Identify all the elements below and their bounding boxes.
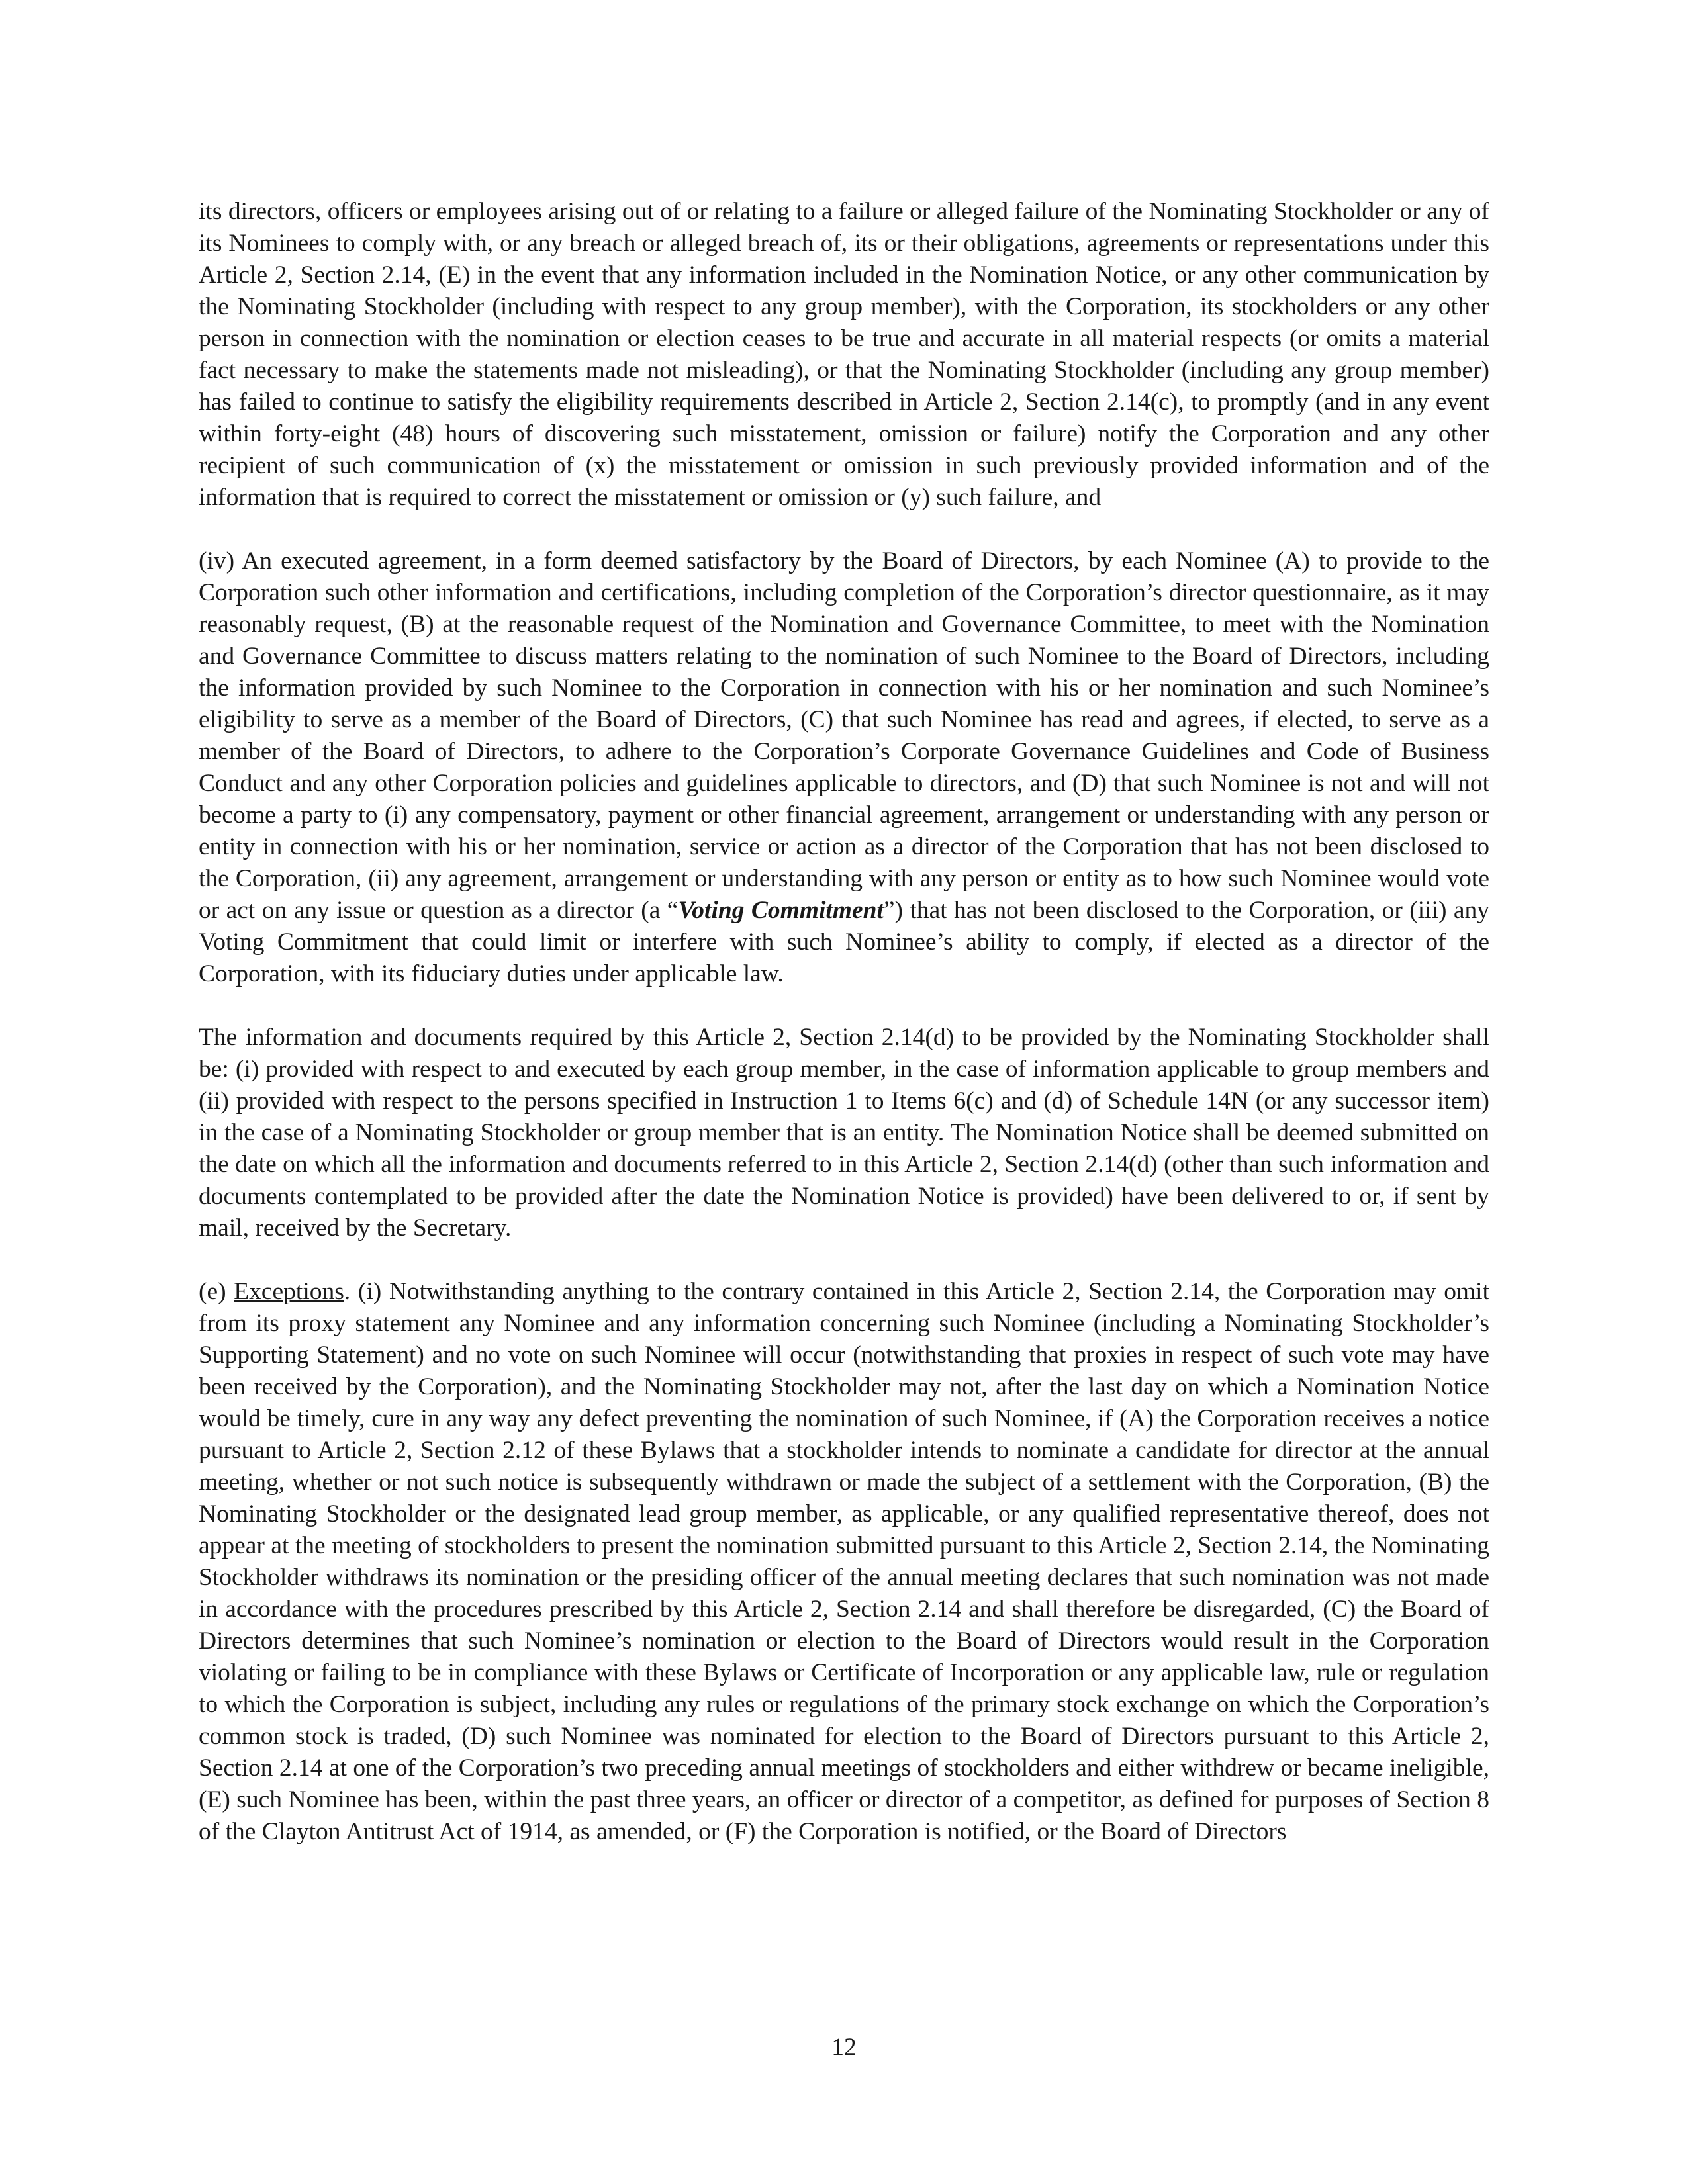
paragraph-2-text-start: (iv) An executed agreement, in a form deemed satisfactory by the Board of Directors, by each Nominee (A) to provide to the Corporation such other information and certifications, including completion of the Corporation’s director questionnaire, as it may reasonably request, (B) at the reasonable request of the Nomination and Governance Committee, to meet with the Nomination and Governance Committee to discuss matters relating to the nomination of such Nominee to the Board of Directors, including the information provided by such Nominee to the Corporation in connection with his or her nomination and such Nominee’s eligibility to serve as a member of the Board of Directors, (C) that such Nominee has read and agrees, if elected, to serve as a member of the Board of Directors, to adhere to the Corporation’s Corporate Governance Guidelines and Code of Business Conduct and any other Corporation policies and guidelines applicable to directors, and (D) that such Nominee is not and will not become a party to (i) any compensatory, payment or other financial agreement, arrangement or understanding with any person or entity in connection with his or her nomination, service or action as a director of the Corporation that has not been disclosed to the Corporation, (ii) any agreement, arrangement or understanding with any person or entity as to how such Nominee would vote or act on any issue or question as a director (a “ (199, 547, 1489, 924)
paragraph-1-text: its directors, officers or employees arising out of or relating to a failure or alleged failure of the Nominating Stockholder or any of its Nominees to comply with, or any breach or alleged breach of, its or their obligations, agreements or representations under this Article 2, Section 2.14, (E) in the event that any information included in the Nomination Notice, or any other communication by the Nominating Stockholder (including with respect to any group member), with the Corporation, its stockholders or any other person in connection with the nomination or election ceases to be true and accurate in all material respects (or omits a material fact necessary to make the statements made not misleading), or that the Nominating Stockholder (including any group member) has failed to continue to satisfy the eligibility requirements described in Article 2, Section 2.14(c), to promptly (and in any event within forty-eight (48) hours of discovering such misstatement, omission or failure) notify the Corporation and any other recipient of such communication of (x) the misstatement or omission in such previously provided information and of the information that is required to correct the misstatement or omission or (y) such failure, and (199, 198, 1489, 511)
paragraph-executed-agreement (199, 545, 1489, 990)
defined-term-voting-commitment: Voting Commitment (678, 897, 884, 924)
paragraph-4-text: . (i) Notwithstanding anything to the contrary contained in this Article 2, Section 2.14, the Corporation may omit from its proxy statement any Nominee and any information concerning such Nominee (including a Nominating Stockholder’s Supporting Statement) and no vote on such Nominee will occur (notwithstanding that proxies in respect of such vote may have been received by the Corporation), and the Nominating Stockholder may not, after the last day on which a Nomination Notice would be timely, cure in any way any defect preventing the nomination of such Nominee, if (A) the Corporation receives a notice pursuant to Article 2, Section 2.12 of these Bylaws that a stockholder intends to nominate a candidate for director at the annual meeting, whether or not such notice is subsequently withdrawn or made the subject of a settlement with the Corporation, (B) the Nominating Stockholder or the designated lead group member, as applicable, or any qualified representative thereof, does not appear at the meeting of stockholders to present the nomination submitted pursuant to this Article 2, Section 2.14, the Nominating Stockholder withdraws its nomination or the presiding officer of the annual meeting declares that such nomination was not made in accordance with the procedures prescribed by this Article 2, Section 2.14 and shall therefore be disregarded, (C) the Board of Directors determines that such Nominee’s nomination or election to the Board of Directors would result in the Corporation violating or failing to be in compliance with these Bylaws or Certificate of Incorporation or any applicable law, rule or regulation to which the Corporation is subject, including any rules or regulations of the primary stock exchange on which the Corporation’s common stock is traded, (D) such Nominee was nominated for election to the Board of Directors pursuant to this Article 2, Section 2.14 at one of the Corporation’s two preceding annual meetings of stockholders and either withdrew or became ineligible, (E) such Nominee has been, within the past three years, an officer or director of a competitor, as defined for purposes of Section 8 of the Clayton Antitrust Act of 1914, as amended, or (F) the Corporation is notified, or the Board of Directors (199, 1278, 1489, 1845)
paragraph-information-documents (199, 1022, 1489, 1244)
section-heading-exceptions: Exceptions (234, 1278, 344, 1305)
paragraph-2-text-end: ”) that has not been disclosed to the Corporation, or (iii) any Voting Commitment that could limit or interfere with such Nominee’s ability to comply, if elected as a director of the Corporation, with its fiduciary duties under applicable law. (199, 897, 1489, 987)
paragraph-4-prefix: (e) (199, 1278, 234, 1305)
page-number: 12 (831, 2034, 857, 2061)
paragraph-3-text: The information and documents required by this Article 2, Section 2.14(d) to be provided by the Nominating Stockholder shall be: (i) provided with respect to and executed by each group member, in the case of information applicable to group members and (ii) provided with respect to the persons specified in Instruction 1 to Items 6(c) and (d) of Schedule 14N (or any successor item) in the case of a Nominating Stockholder or group member that is an entity. The Nomination Notice shall be deemed submitted on the date on which all the information and documents referred to in this Article 2, Section 2.14(d) (other than such information and documents contemplated to be provided after the date the Nomination Notice is provided) have been delivered to or, if sent by mail, received by the Secretary. (199, 1024, 1489, 1242)
document-body (199, 196, 1489, 1848)
paragraph-continuation (199, 196, 1489, 514)
paragraph-exceptions (199, 1276, 1489, 1848)
